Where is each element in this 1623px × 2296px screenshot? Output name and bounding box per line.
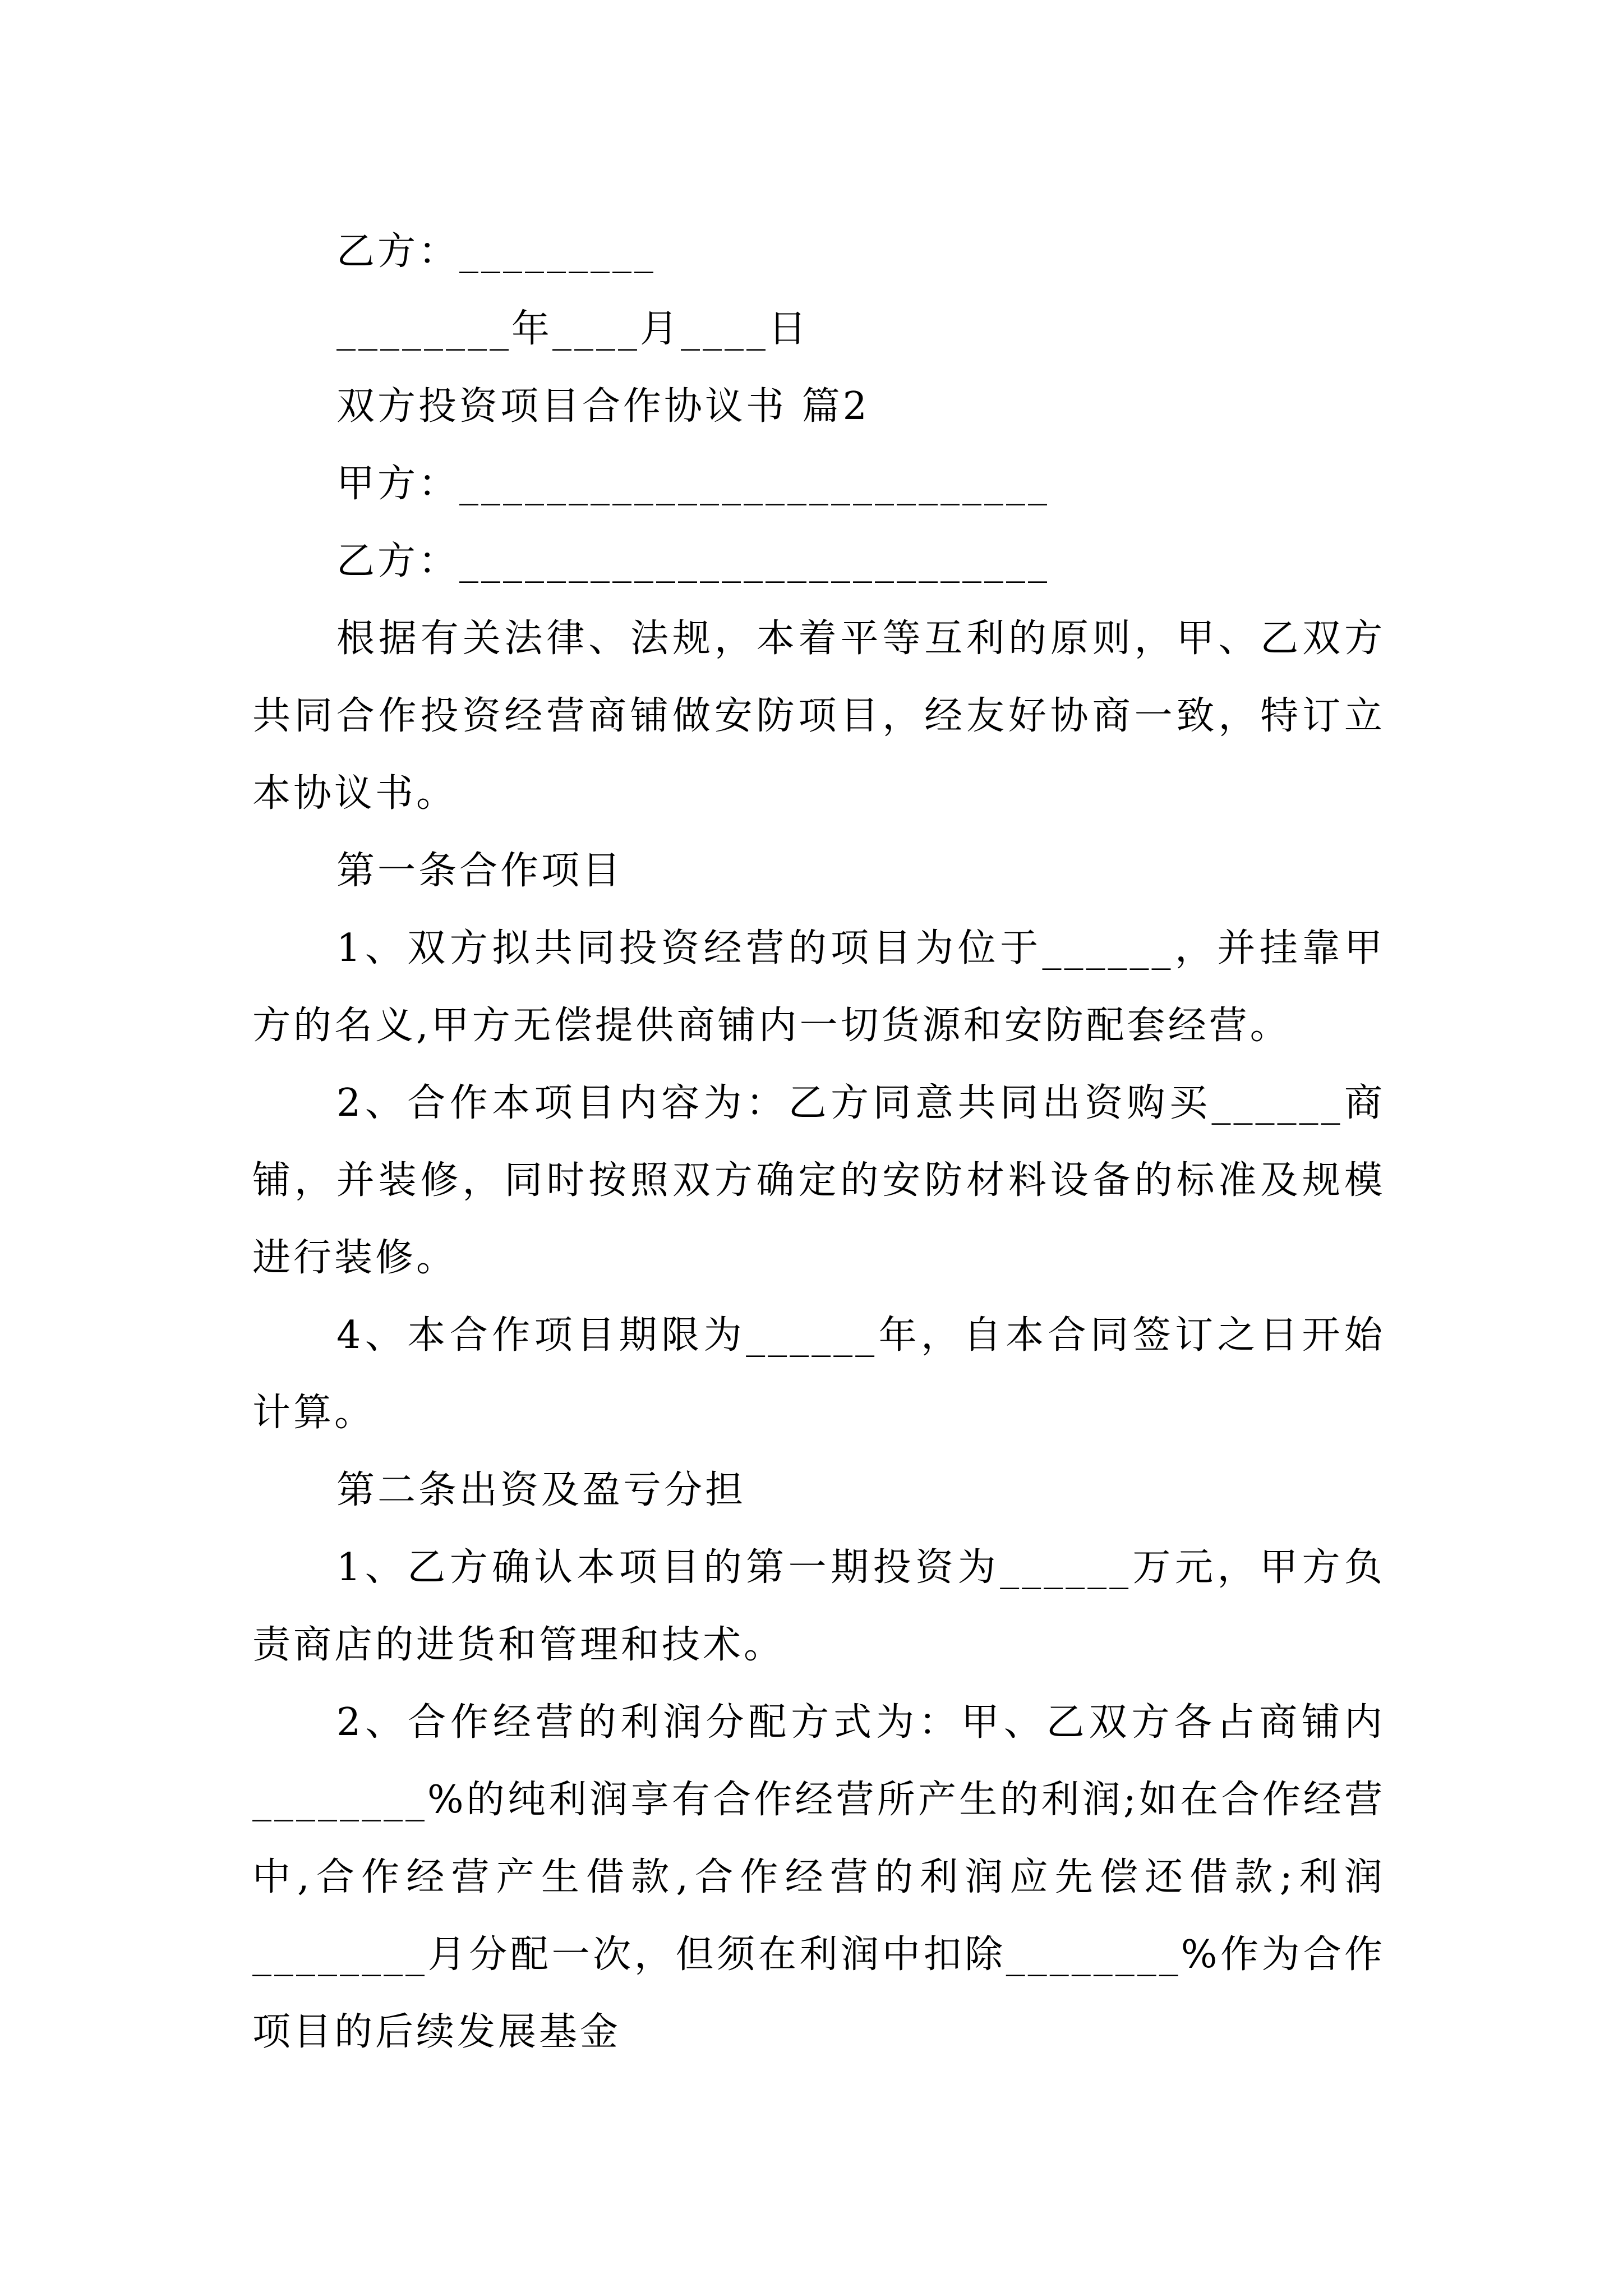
party-b-line: 乙方：___________________________ [336, 539, 1050, 583]
article-1-clause-1: 1、双方拟共同投资经营的项目为位于______，并挂靠甲方的名义,甲方无偿提供商铺内一切货源和安防配套经营。 [252, 926, 1385, 1048]
party-b-signature-line: 乙方：_________ [336, 229, 657, 274]
article-1-heading: 第一条合作项目 [336, 849, 624, 893]
article-1-clause-4: 4、本合作项目期限为______年，自本合同签订之日开始计算。 [252, 1313, 1385, 1435]
article-1-clause-2: 2、合作本项目内容为：乙方同意共同出资购买______商铺，并装修，同时按照双方确定的安防材料设备的标准及规模进行装修。 [252, 1081, 1385, 1280]
preamble-paragraph: 根据有关法律、法规，本着平等互利的原则，甲、乙双方共同合作投资经营商铺做安防项目，经友好协商一致，特订立本协议书。 [252, 616, 1385, 816]
date-line: ________年____月____日 [336, 307, 810, 351]
agreement-title: 双方投资项目合作协议书 篇2 [336, 384, 870, 429]
article-2-clause-2: 2、合作经营的利润分配方式为：甲、乙双方各占商铺内________%的纯利润享有合作经营所产生的利润;如在合作经营中,合作经营产生借款,合作经营的利润应先偿还借款;利润________月分配一次，但须在利润中扣除________%作为合作项目的后续发展基金 [252, 1700, 1385, 2054]
document-body [252, 213, 1385, 2071]
party-a-line: 甲方：___________________________ [336, 462, 1050, 506]
article-2-heading: 第二条出资及盈亏分担 [336, 1468, 746, 1512]
article-2-clause-1: 1、乙方确认本项目的第一期投资为______万元，甲方负责商店的进货和管理和技术。 [252, 1545, 1385, 1667]
